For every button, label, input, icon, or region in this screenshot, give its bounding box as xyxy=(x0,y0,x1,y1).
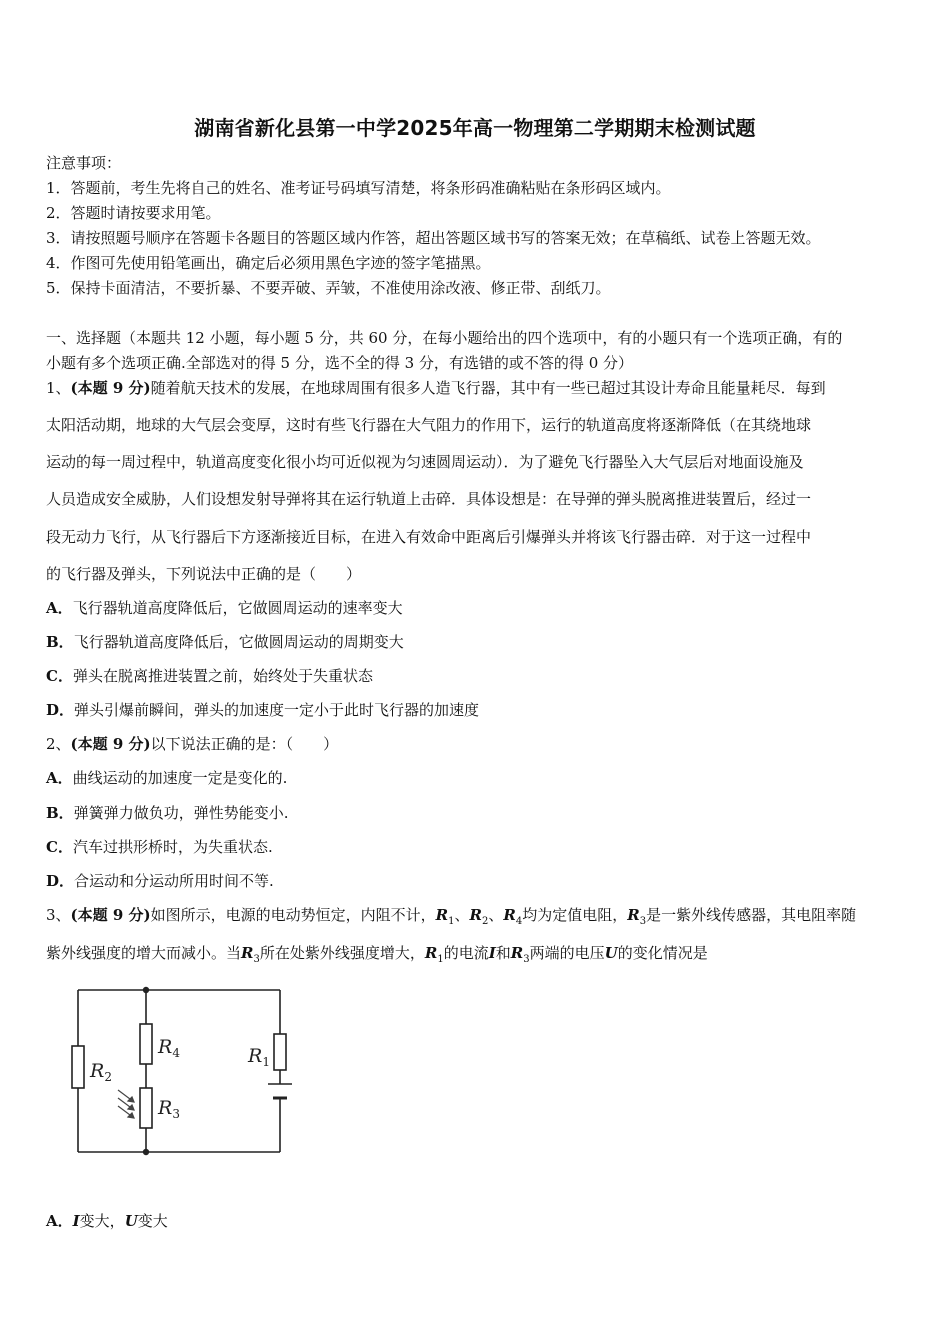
q3-stem-line-2 xyxy=(46,942,708,965)
q3-option-a[interactable] xyxy=(46,1210,168,1231)
q3-text: 两端的电压 xyxy=(529,944,605,962)
resistor-r4 xyxy=(140,1024,152,1064)
option-label: B． xyxy=(46,804,74,822)
resistor-symbol: R xyxy=(469,906,482,924)
subscript: 1 xyxy=(437,954,444,965)
q1-number: 1、 xyxy=(46,379,71,397)
resistor-symbol: R xyxy=(627,906,640,924)
q2-option-a[interactable] xyxy=(46,767,287,788)
voltage-symbol: U xyxy=(124,1212,138,1230)
option-text: 弹头在脱离推进装置之前，始终处于失重状态 xyxy=(72,667,373,685)
resistor-symbol: R xyxy=(510,944,524,962)
q2-text: 以下说法正确的是：（ ） xyxy=(150,735,339,753)
notice-item-4: 4．作图可先使用铅笔画出，确定后必须用黑色字迹的签字笔描黑。 xyxy=(46,254,491,272)
q1-stem-line-3: 运动的每一周过程中，轨道高度变化很小均可近似视为匀速圆周运动）．为了避免飞行器坠入大气层后对地面设施及 xyxy=(46,453,804,471)
option-text: 变大 xyxy=(137,1212,168,1230)
resistor-symbol: R xyxy=(241,944,254,962)
option-label: C． xyxy=(46,667,73,685)
q3-text: 的电流 xyxy=(443,944,489,962)
q2-number: 2、 xyxy=(46,735,71,753)
option-label: A． xyxy=(46,769,73,787)
q2-stem xyxy=(46,733,338,754)
junction-bottom xyxy=(143,1149,149,1155)
notice-item-5: 5．保持卡面清洁，不要折暴、不要弄破、弄皱，不准使用涂改液、修正带、刮纸刀。 xyxy=(46,279,611,297)
q3-stem-line-1 xyxy=(46,904,856,927)
resistor-symbol: R xyxy=(435,906,449,924)
uv-light-arrows xyxy=(118,1090,134,1118)
q3-text: 均为定值电阻， xyxy=(522,906,628,924)
q1-option-c[interactable] xyxy=(46,665,373,686)
q1-score: (本题 9 分) xyxy=(70,379,151,397)
q2-option-d[interactable] xyxy=(46,870,274,891)
option-text: 弹头引爆前瞬间，弹头的加速度一定小于此时飞行器的加速度 xyxy=(74,701,480,719)
q3-text: 如图所示，电源的电动势恒定，内阻不计， xyxy=(150,906,436,924)
option-label: D． xyxy=(46,701,75,719)
q3-score: (本题 9 分) xyxy=(70,906,151,924)
option-label: D． xyxy=(46,872,75,890)
q1-stem-line-2: 太阳活动期，地球的大气层会变厚，这时有些飞行器在大气阻力的作用下，运行的轨道高度将逐渐降低（在其绕地球 xyxy=(46,416,812,434)
option-text: 飞行器轨道高度降低后，它做圆周运动的周期变大 xyxy=(73,633,404,651)
option-label: B． xyxy=(46,633,74,651)
notice-item-2: 2．答题时请按要求用笔。 xyxy=(46,204,221,222)
q3-text: 的变化情况是 xyxy=(617,944,708,962)
resistor-symbol: R xyxy=(503,906,516,924)
notice-item-3: 3．请按照题号顺序在答题卡各题目的答题区域内作答，超出答题区域书写的答案无效；在草稿纸、试卷上答题无效。 xyxy=(46,229,821,247)
resistor-r3 xyxy=(140,1088,152,1128)
option-text: 飞行器轨道高度降低后，它做圆周运动的速率变大 xyxy=(72,599,403,617)
section-heading-line-2: 小题有多个选项正确.全部选对的得 5 分，选不全的得 3 分，有选错的或不答的得 0 分） xyxy=(46,354,634,372)
junction-top xyxy=(143,987,149,993)
q3-text: 是一紫外线传感器，其电阻率随 xyxy=(646,906,857,924)
option-text: 汽车过拱形桥时，为失重状态. xyxy=(72,838,273,856)
resistor-r2 xyxy=(72,1046,84,1088)
option-label: A． xyxy=(46,599,73,617)
option-label: A． xyxy=(46,1212,73,1230)
current-symbol: I xyxy=(488,944,496,962)
option-text: 变大， xyxy=(79,1212,125,1230)
q3-text: 紫外线强度的增大而减小。当 xyxy=(46,944,242,962)
q3-text: 和 xyxy=(495,944,511,962)
circuit-diagram xyxy=(60,980,320,1170)
q1-option-b[interactable] xyxy=(46,631,404,652)
section-heading-line-1: 一、选择题（本题共 12 小题，每小题 5 分，共 60 分，在每小题给出的四个选项中，有的小题只有一个选项正确，有的 xyxy=(46,329,843,347)
option-label: C． xyxy=(46,838,73,856)
q1-stem-line-1 xyxy=(46,377,826,398)
label-r4: $R_4$ xyxy=(158,1036,180,1060)
current-symbol: I xyxy=(72,1212,80,1230)
notice-heading: 注意事项： xyxy=(46,154,122,172)
q1-text: 随着航天技术的发展，在地球周围有很多人造飞行器，其中有一些已超过其设计寿命且能量耗尽．每到 xyxy=(150,379,826,397)
q1-stem-line-5: 段无动力飞行，从飞行器后下方逐渐接近目标，在进入有效命中距离后引爆弹头并将该飞行器击碎．对于这一过程中 xyxy=(46,528,812,546)
option-text: 合运动和分运动所用时间不等. xyxy=(74,872,274,890)
option-text: 弹簧弹力做负功，弹性势能变小. xyxy=(73,804,289,822)
separator: 、 xyxy=(488,906,504,924)
subscript: 1 xyxy=(448,916,455,927)
subscript: 3 xyxy=(253,954,260,965)
q1-option-a[interactable] xyxy=(46,597,403,618)
voltage-symbol: U xyxy=(604,944,618,962)
q2-score: (本题 9 分) xyxy=(70,735,151,753)
label-r1: $R_1$ xyxy=(248,1045,270,1069)
q3-text: 所在处紫外线强度增大， xyxy=(259,944,425,962)
subscript: 2 xyxy=(481,916,489,927)
separator: 、 xyxy=(454,906,470,924)
q1-option-d[interactable] xyxy=(46,699,479,720)
q1-stem-line-6: 的飞行器及弹头，下列说法中正确的是（ ） xyxy=(46,565,362,583)
option-text: 曲线运动的加速度一定是变化的. xyxy=(72,769,288,787)
subscript: 3 xyxy=(523,954,530,965)
q2-option-c[interactable] xyxy=(46,836,273,857)
q1-stem-line-4: 人员造成安全威胁，人们设想发射导弹将其在运行轨道上击碎．具体设想是：在导弹的弹头脱离推进装置后，经过一 xyxy=(46,490,812,508)
notice-item-1: 1．答题前，考生先将自己的姓名、准考证号码填写清楚，将条形码准确粘贴在条形码区域内。 xyxy=(46,179,671,197)
subscript: 3 xyxy=(639,916,647,927)
q2-option-b[interactable] xyxy=(46,802,288,823)
q3-number: 3、 xyxy=(46,906,71,924)
page-title: 湖南省新化县第一中学2025年高一物理第二学期期末检测试题 xyxy=(194,116,756,140)
subscript: 4 xyxy=(515,916,523,927)
resistor-r1 xyxy=(274,1034,286,1070)
label-r3: $R_3$ xyxy=(158,1097,180,1121)
label-r2: $R_2$ xyxy=(90,1060,112,1084)
resistor-symbol: R xyxy=(424,944,438,962)
